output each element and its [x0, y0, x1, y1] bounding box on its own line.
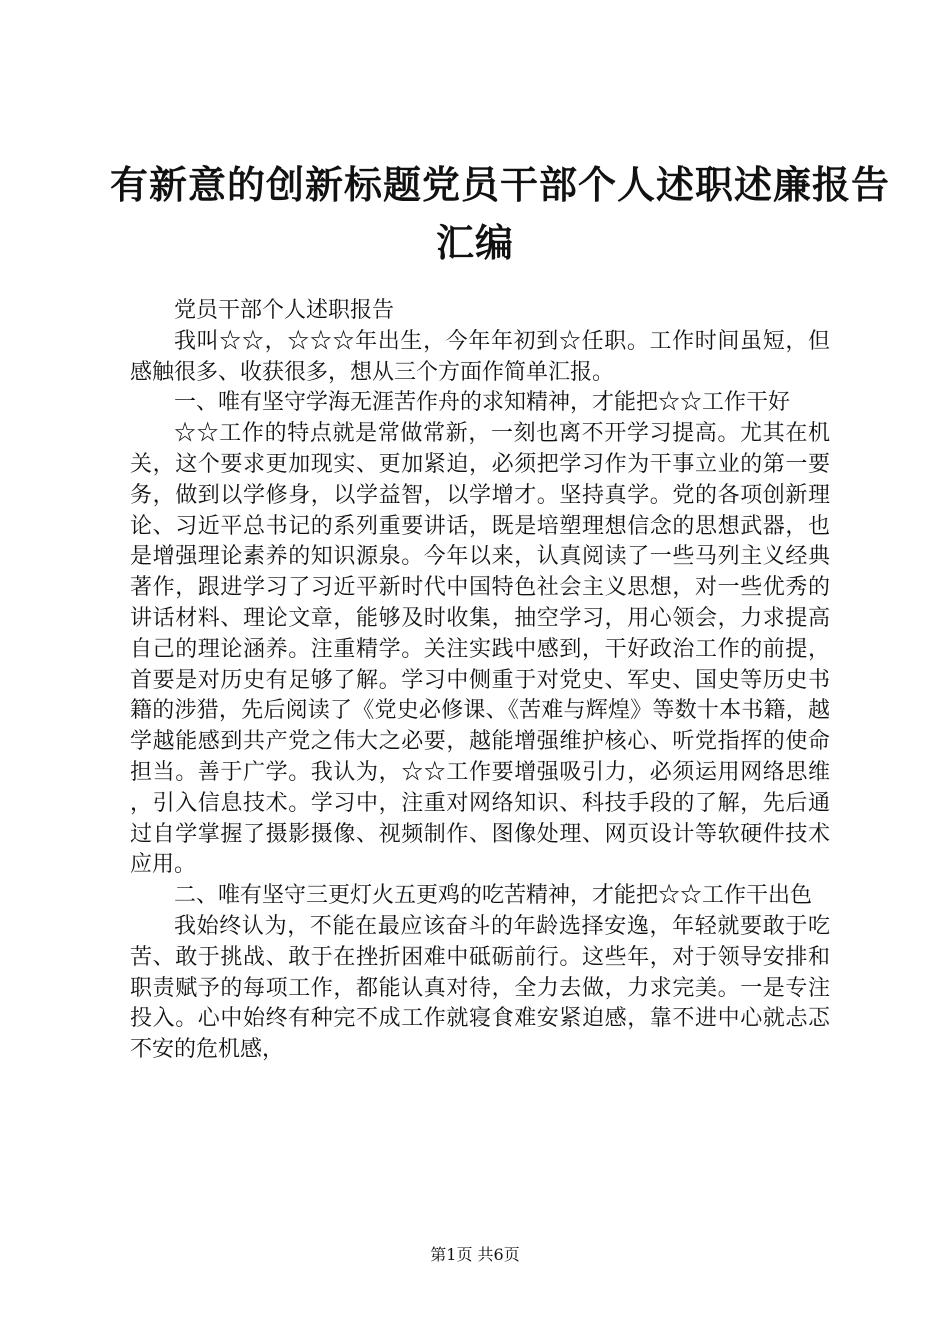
page-footer: 第1页 共6页: [430, 1245, 520, 1264]
document-title-line-2: 汇编: [435, 220, 514, 265]
paragraph-study: ☆☆工作的特点就是常做常新，一刻也离不开学习提高。尤其在机关，这个要求更加现实、更加紧迫，必须把学习作为干事立业的第一要务，做到以学修身，以学益智，以学增才。坚持真学。党的各项创新理论、习近平总书记的系列重要讲话，既是培塑理想信念的思想武器，也是增强理论素养的知识源泉。今年以来，认真阅读了一些马列主义经典著作，跟进学习了习近平新时代中国特色社会主义思想，对一些优秀的讲话材料、理论文章，能够及时收集，抽空学习，用心领会，力求提高自己的理论涵养。注重精学。关注实践中感到，干好政治工作的前提，首要是对历史有足够了解。学习中侧重于对党史、军史、国史等历史书籍的涉猎，先后阅读了《党史必修课、《苦难与辉煌》等数十本书籍，越学越能感到共产党之伟大之必要，越能增强维护核心、听党指挥的使命担当。善于广学。我认为，☆☆工作要增强吸引力，必须运用网络思维，引入信息技术。学习中，注重对网络知识、科技手段的了解，先后通过自学掌握了摄影摄像、视频制作、图像处理、网页设计等软硬件技术应用。: [130, 421, 830, 878]
paragraph-hard-work: 我始终认为，不能在最应该奋斗的年龄选择安逸，年轻就要敢于吃苦、敢于挑战、敢于在挫折困难中砥砺前行。这些年，对于领导安排和职责赋予的每项工作，都能认真对待，全力去做，力求完美。一是专注投入。心中始终有种完不成工作就寝食难安紧迫感，靠不进中心就忐忑不安的危机感，: [130, 913, 830, 1063]
document-body: [130, 296, 830, 1066]
section-heading-report: 党员干部个人述职报告: [174, 298, 395, 323]
section-heading-one: 一、唯有坚守学海无涯苦作舟的求知精神，才能把☆☆工作干好: [174, 390, 791, 416]
section-heading-two: 二、唯有坚守三更灯火五更鸡的吃苦精神，才能把☆☆工作干出色: [174, 883, 813, 909]
paragraph-intro: 我叫☆☆，☆☆☆年出生，今年年初到☆任职。工作时间虽短，但感触很多、收获很多，想从三个方面作简单汇报。: [130, 328, 830, 385]
document-title-line-1: 有新意的创新标题党员干部个人述职述廉报告: [110, 162, 891, 207]
